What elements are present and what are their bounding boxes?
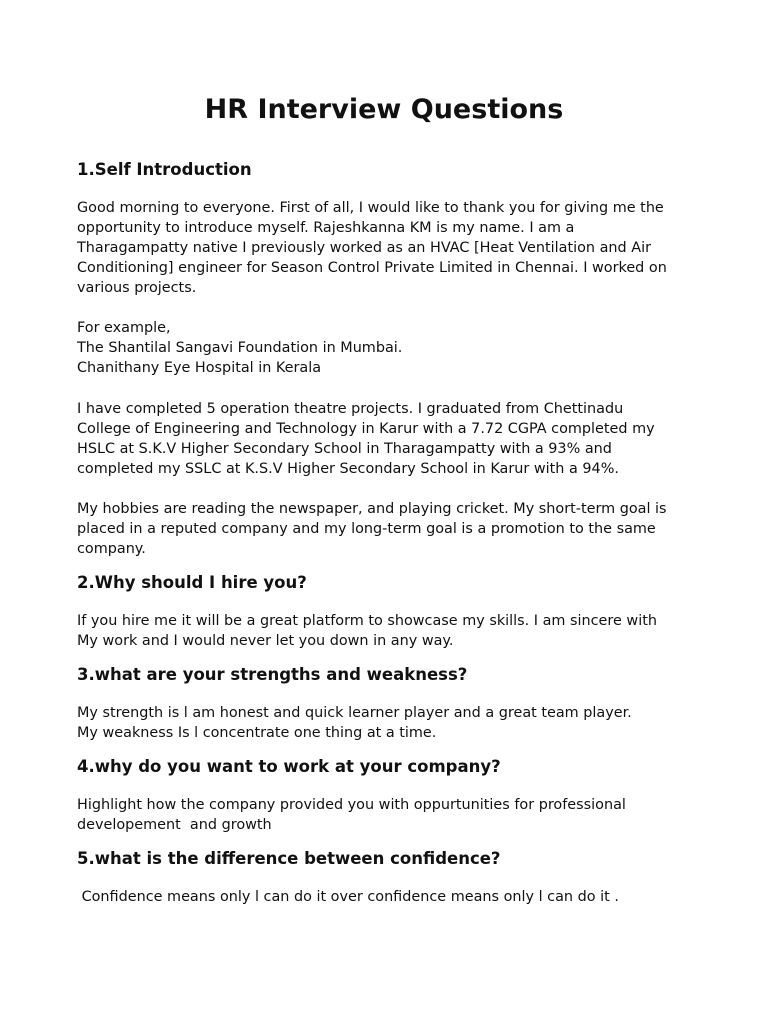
question-heading-3: 3.what are your strengths and weakness? xyxy=(77,665,468,684)
answer-paragraph-1d: My hobbies are reading the newspaper, and playing cricket. My short-term goal is placed in a reputed company and my long-term goal is a promotion to the same company. xyxy=(77,501,667,557)
answer-paragraph-1c: I have completed 5 operation theatre projects. I graduated from Chettinadu College of Engineering and Technology in Karur with a 7.72 CGPA completed my HSLC at S.K.V Higher Secondary School in Tharagampatty with a 93% and completed my SSLC at K.S.V Higher Secondary School in Karur with a 94%. xyxy=(77,401,655,477)
question-heading-4: 4.why do you want to work at your company? xyxy=(77,757,501,776)
question-heading-5: 5.what is the difference between confidence? xyxy=(77,849,501,868)
answer-paragraph-3: My strength is l am honest and quick learner player and a great team player. My weakness Is l concentrate one thing at a time. xyxy=(77,705,632,741)
question-heading-2: 2.Why should I hire you? xyxy=(77,573,307,592)
question-heading-1: 1.Self Introduction xyxy=(77,160,252,179)
answer-paragraph-2: If you hire me it will be a great platform to showcase my skills. I am sincere with My work and I would never let you down in any way. xyxy=(77,613,657,649)
answer-paragraph-5: Confidence means only l can do it over confidence means only l can do it . xyxy=(77,889,619,905)
document-title: HR Interview Questions xyxy=(204,94,564,125)
answer-paragraph-1b: For example, The Shantilal Sangavi Foundation in Mumbai. Chanithany Eye Hospital in Kerala xyxy=(77,320,403,376)
answer-paragraph-4: Highlight how the company provided you with oppurtunities for professional developement and growth xyxy=(77,797,626,833)
answer-paragraph-1a: Good morning to everyone. First of all, I would like to thank you for giving me the opportunity to introduce myself. Rajeshkanna KM is my name. I am a Tharagampatty native I previously worked as an HVAC [Heat Ventilation and Air Conditioning] engineer for Season Control Private Limited in Chennai. I worked on various projects. xyxy=(77,200,667,296)
